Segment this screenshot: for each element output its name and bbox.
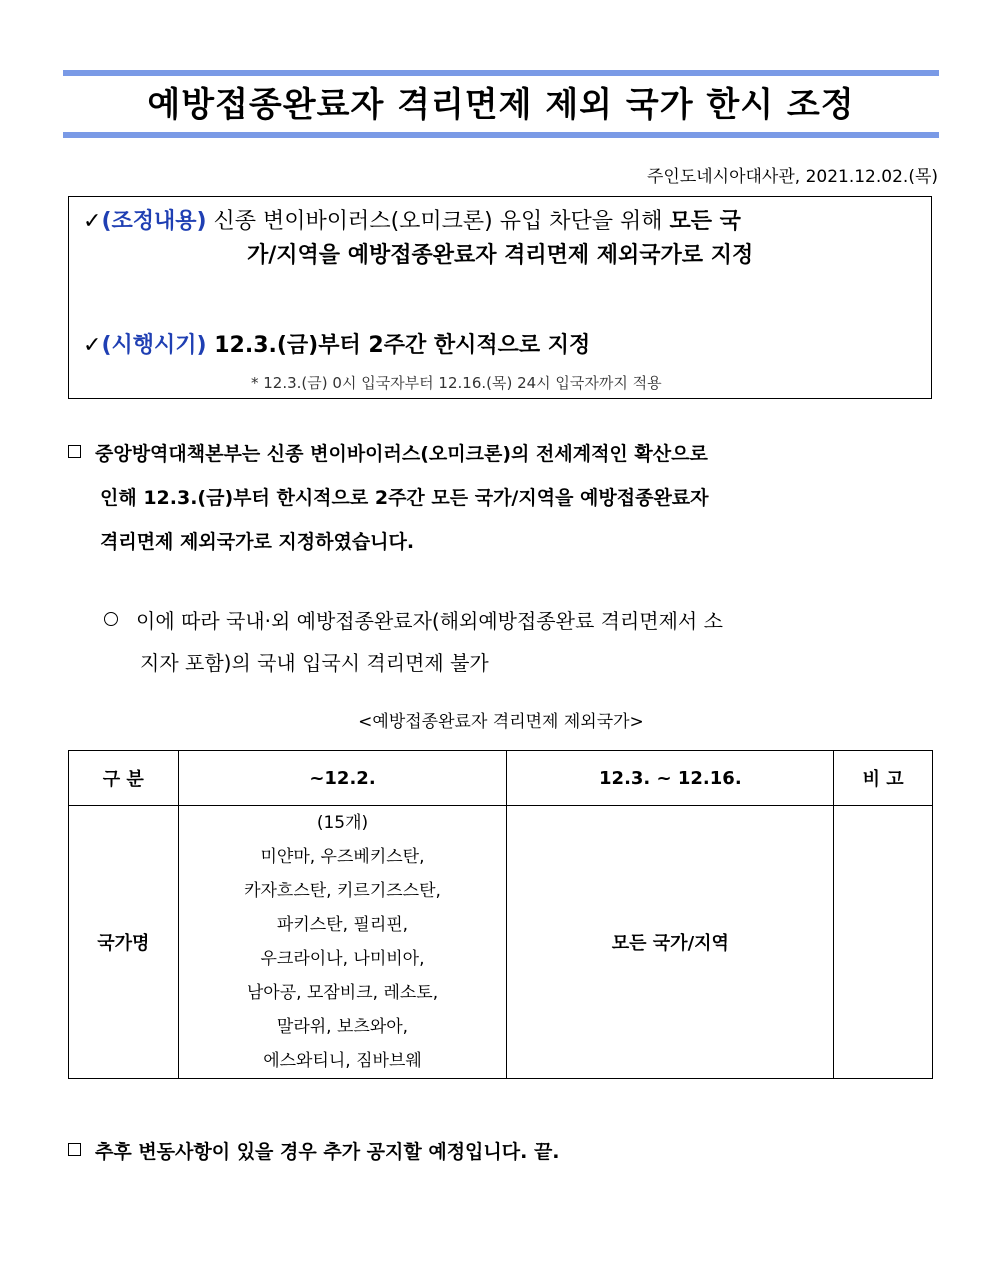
country-count: (15개) xyxy=(316,813,369,833)
title-top-rule xyxy=(63,70,939,76)
circle-bullet-icon xyxy=(104,612,118,626)
summary-item-effective xyxy=(83,329,590,363)
sub-line2: 지자 포함)의 국내 입국시 격리면제 불가 xyxy=(140,651,489,675)
country-line: 우크라이나, 나미비아, xyxy=(260,949,425,969)
summary-item-adjustment xyxy=(83,205,741,239)
adjustment-text: 신종 변이바이러스(오미크론) 유입 차단을 위해 xyxy=(206,209,670,234)
row-label: 국가명 xyxy=(69,806,179,1079)
country-line: 미얀마, 우즈베키스탄, xyxy=(260,847,425,867)
title-bottom-rule xyxy=(63,132,939,138)
header-before: ~12.2. xyxy=(178,751,507,806)
summary-box xyxy=(68,196,932,399)
country-line: 말라위, 보츠와아, xyxy=(276,1017,409,1037)
para1-line3: 격리면제 제외국가로 지정하였습니다. xyxy=(100,531,415,553)
closing-paragraph xyxy=(68,1130,560,1174)
country-line: 에스와티니, 짐바브웨 xyxy=(263,1051,422,1071)
sub-paragraph xyxy=(104,600,944,684)
adjustment-tag: (조정내용) xyxy=(101,209,207,234)
page-title: 예방접종완료자 격리면제 제외 국가 한시 조정 xyxy=(147,85,855,125)
check-icon: ✓ xyxy=(83,333,102,358)
country-line: 파키스탄, 필리핀, xyxy=(276,915,409,935)
main-paragraph xyxy=(68,432,948,564)
summary-note: * 12.3.(금) 0시 입국자부터 12.16.(목) 24시 입국자까지 적용 xyxy=(251,374,662,392)
effective-tag: (시행시기) xyxy=(101,333,207,358)
check-icon: ✓ xyxy=(83,209,102,234)
new-value-cell: 모든 국가/지역 xyxy=(507,806,834,1079)
effective-text: 12.3.(금)부터 2주간 한시적으로 지정 xyxy=(206,333,591,358)
table-caption: <예방접종완료자 격리면제 제외국가> xyxy=(358,712,644,732)
country-list-cell xyxy=(178,806,507,1079)
para1-line1: 중앙방역대책본부는 신종 변이바이러스(오미크론)의 전세계적인 확산으로 xyxy=(95,443,708,465)
sub-line1: 이에 따라 국내·외 예방접종완료자(해외예방접종완료 격리면제서 소 xyxy=(136,609,723,633)
closing-text: 추후 변동사항이 있을 경우 추가 공지할 예정입니다. 끝. xyxy=(95,1141,560,1163)
header-category: 구 분 xyxy=(69,751,179,806)
para1-line2: 인해 12.3.(금)부터 한시적으로 2주간 모든 국가/지역을 예방접종완료자 xyxy=(100,487,709,509)
table-row xyxy=(69,806,933,1079)
dateline: 주인도네시아대사관, 2021.12.02.(목) xyxy=(646,167,938,187)
square-bullet-icon xyxy=(68,445,81,458)
square-bullet-icon xyxy=(68,1143,81,1156)
table-header-row xyxy=(69,751,933,806)
exclusion-table xyxy=(68,750,933,1079)
adjustment-bold-text: 모든 국 xyxy=(669,209,741,234)
remark-cell xyxy=(834,806,933,1079)
country-line: 남아공, 모잠비크, 레소토, xyxy=(246,983,439,1003)
header-remark: 비 고 xyxy=(834,751,933,806)
adjustment-text-line2: 가/지역을 예방접종완료자 격리면제 제외국가로 지정 xyxy=(247,243,754,268)
header-period: 12.3. ~ 12.16. xyxy=(507,751,834,806)
country-line: 카자흐스탄, 키르기즈스탄, xyxy=(244,881,441,901)
